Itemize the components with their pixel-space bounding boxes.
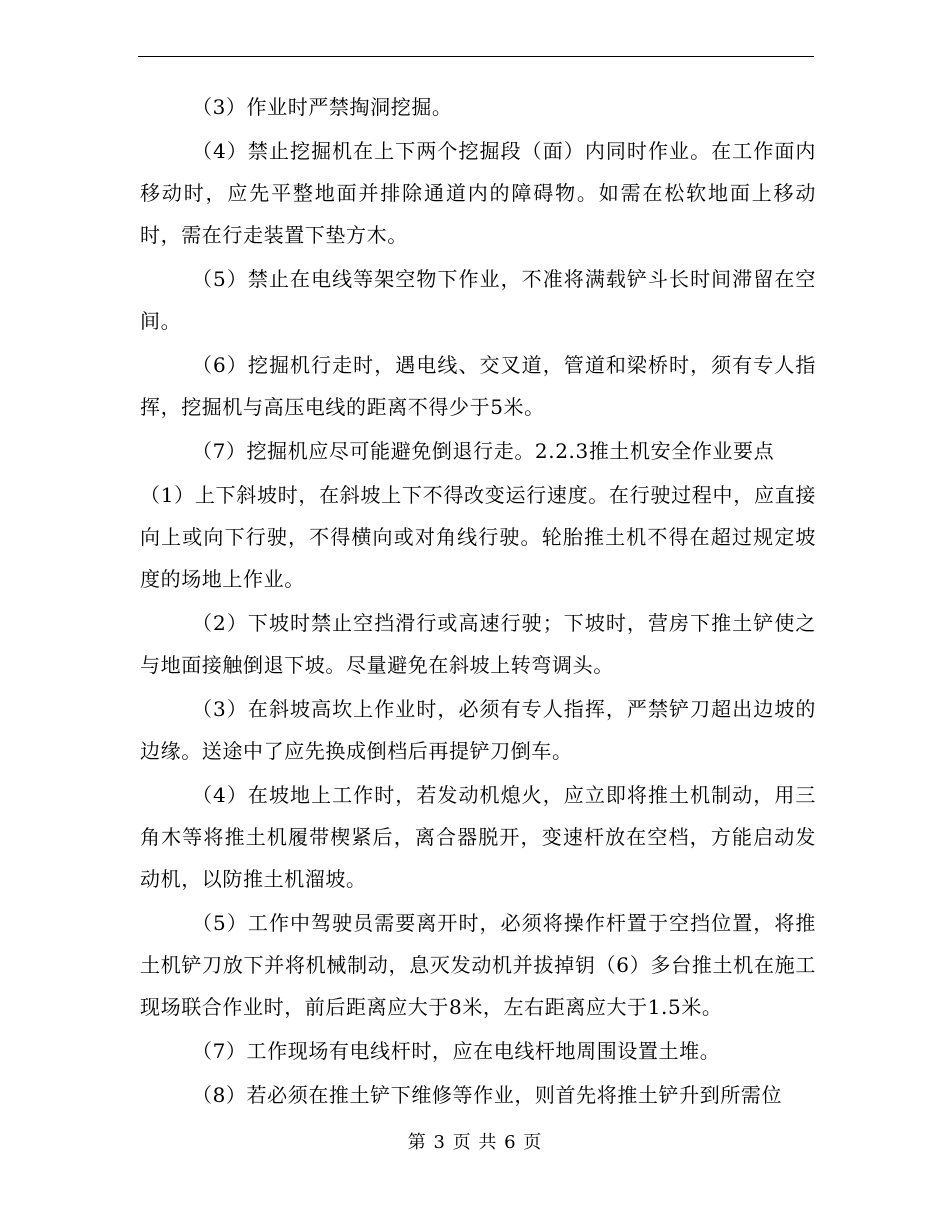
paragraph: （1）上下斜坡时，在斜坡上下不得改变运行速度。在行驶过程中，应直接向上或向下行驶，不得横向或对角线行驶。轮胎推土机不得在超过规定坡度的场地上作业。 [140,483,816,591]
body-text [140,86,816,1118]
paragraph: （8）若必须在推土铲下维修等作业，则首先将推土铲升到所需位 [192,1083,783,1107]
paragraph: （5）工作中驾驶员需要离开时，必须将操作杆置于空挡位置，将推土机铲刀放下并将机械制动，息灭发动机并拔掉钥（6）多台推土机在施工现场联合作业时，前后距离应大于8米，左右距离应大于1.5米。 [140,911,816,1019]
paragraph: （5）禁止在电线等架空物下作业，不准将满载铲斗长时间滞留在空间。 [140,267,816,333]
paragraph: （3）作业时严禁掏洞挖掘。 [192,95,453,119]
header-rule [138,56,814,57]
paragraph: （4）在坡地上工作时，若发动机熄火，应立即将推土机制动，用三角木等将推土机履带楔紧后，离合器脱开，变速杆放在空档，方能启动发动机，以防推土机溜坡。 [140,783,816,891]
paragraph: （4）禁止挖掘机在上下两个挖掘段（面）内同时作业。在工作面内移动时，应先平整地面并排除通道内的障碍物。如需在松软地面上移动时，需在行走装置下垫方木。 [140,139,816,247]
paragraph: （7）挖掘机应尽可能避免倒退行走。2.2.3推土机安全作业要点 [192,439,775,463]
paragraph: （6）挖掘机行走时，遇电线、交叉道，管道和梁桥时，须有专人指挥，挖掘机与高压电线的距离不得少于5米。 [140,353,816,419]
paragraph: （7）工作现场有电线杆时，应在电线杆地周围设置土堆。 [192,1039,721,1063]
paragraph: （2）下坡时禁止空挡滑行或高速行驶；下坡时，营房下推土铲使之与地面接触倒退下坡。尽量避免在斜坡上转弯调头。 [140,611,816,677]
paragraph: （3）在斜坡高坎上作业时，必须有专人指挥，严禁铲刀超出边坡的边缘。送途中了应先换成倒档后再提铲刀倒车。 [140,697,816,763]
page-number-footer: 第 3 页 共 6 页 [407,1132,543,1153]
